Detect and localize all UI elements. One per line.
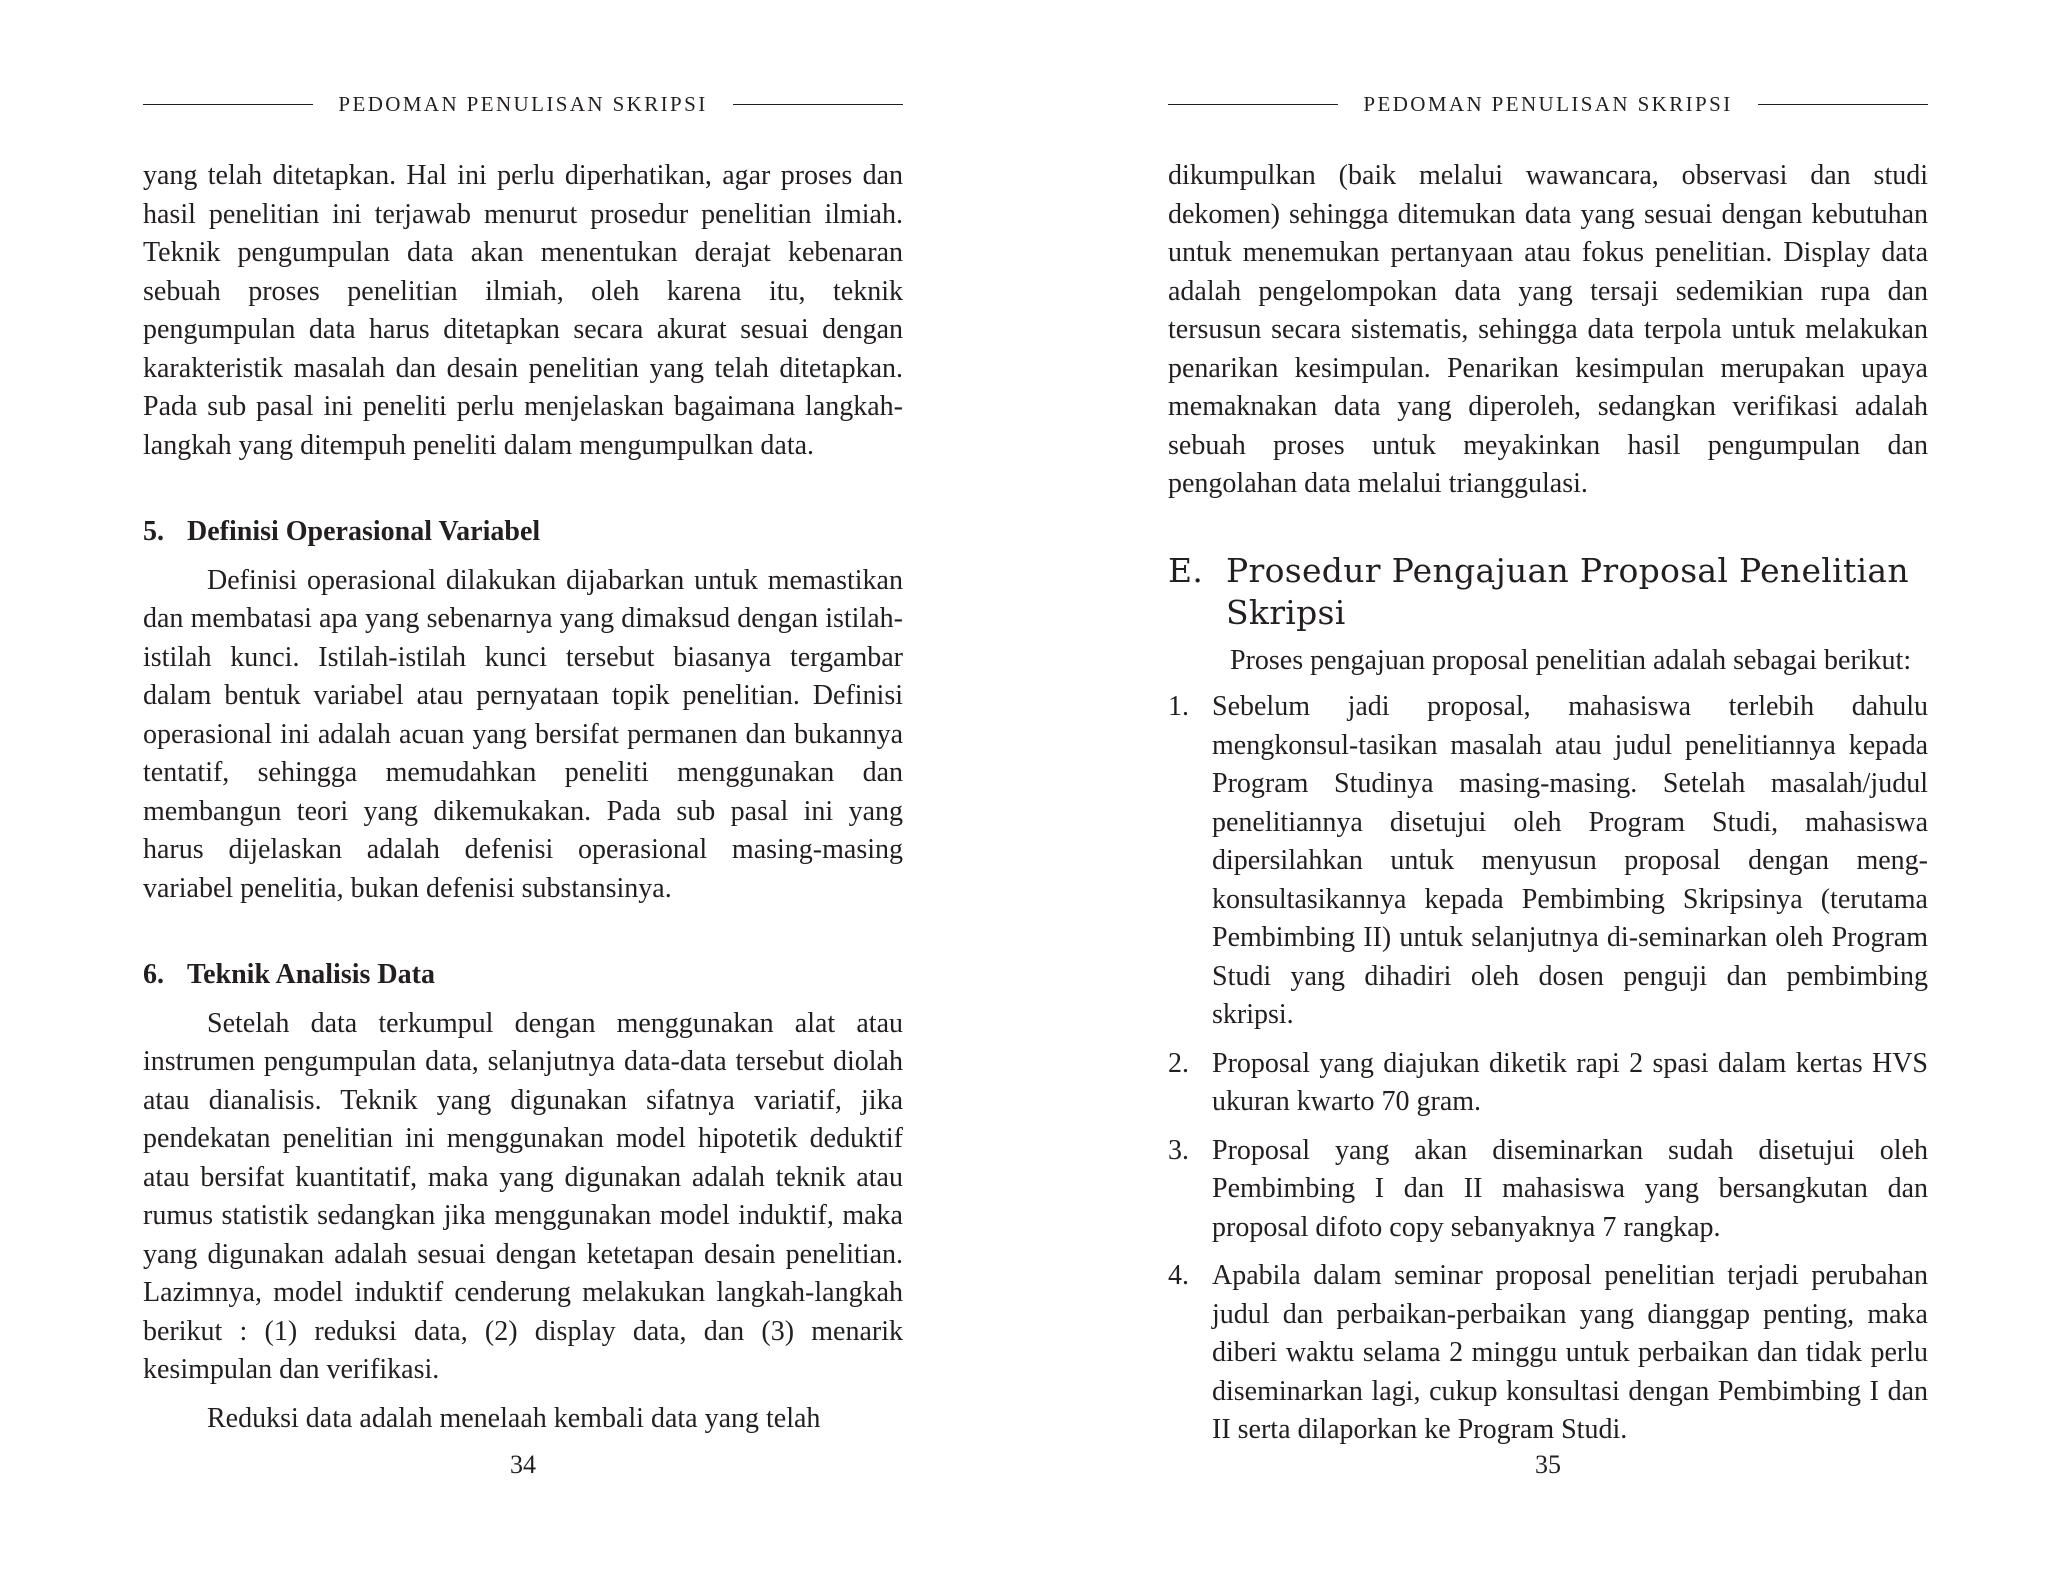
header-rule-left bbox=[1168, 104, 1338, 105]
list-item bbox=[1168, 1045, 1928, 1122]
right-page bbox=[1168, 0, 1928, 1575]
left-page bbox=[143, 0, 903, 1575]
section-5-title: Definisi Operasional Variabel bbox=[187, 516, 541, 547]
section-5-paragraph: Definisi operasional dilakukan dijabarkan untuk memastikan dan membatasi apa yang sebenarnya yang dimaksud dengan istilah-istilah kunci. Istilah-istilah kunci tersebut biasanya tergambar dalam bentuk variabel atau pernyataan topik penelitian. Definisi operasional ini adalah acuan yang bersifat permanen dan bukannya tentatif, sehingga memudahkan peneliti menggunakan dan membangun teori yang dikemukakan. Pada sub pasal ini yang harus dijelaskan adalah defenisi operasional masing-masing variabel penelitia, bukan defenisi substansinya. bbox=[143, 564, 903, 904]
section-5-number: 5. bbox=[143, 516, 164, 547]
list-item-number: 4. bbox=[1168, 1260, 1189, 1291]
list-item-text: Proposal yang akan diseminarkan sudah disetujui oleh Pembimbing I dan II mahasiswa yang bersangkutan dan proposal difoto copy sebanyaknya 7 rangkap. bbox=[1212, 1134, 1928, 1243]
section-e-title: Prosedur Pengajuan Proposal Penelitian Skripsi bbox=[1226, 550, 1909, 632]
continued-paragraph: dikumpulkan (baik melalui wawancara, observasi dan studi dekomen) sehingga ditemukan data yang sesuai dengan kebutuhan untuk menemukan pertanyaan atau fokus penelitian. Display data adalah pengelompokan data yang tersaji sedemikian rupa dan tersusun secara sistematis, sehingga data terpola untuk melakukan penarikan kesimpulan. Penarikan kesimpulan merupakan upaya memaknakan data yang diperoleh, sedangkan verifikasi adalah sebuah proses untuk meyakinkan hasil pengumpulan dan pengolahan data melalui trianggulasi. bbox=[1168, 160, 1928, 499]
section-e-heading bbox=[1168, 550, 1928, 634]
section-5-heading bbox=[143, 513, 903, 552]
section-e-intro: Proses pengajuan proposal penelitian adalah sebagai berikut: bbox=[1230, 644, 1912, 676]
header-rule-right bbox=[1758, 104, 1928, 105]
left-page-body bbox=[143, 157, 903, 1438]
section-6-paragraph-1: Setelah data terkumpul dengan menggunakan alat atau instrumen pengumpulan data, selanjutnya data-data tersebut diolah atau dianalisis. Teknik yang digunakan sifatnya variatif, jika pendekatan penelitian ini menggunakan model hipotetik deduktif atau bersifat kuantitatif, maka yang digunakan adalah teknik atau rumus statistik sedangkan jika menggunakan model induktif, maka yang digunakan adalah sesuai dengan ketetapan desain penelitian. Lazimnya, model induktif cenderung melakukan langkah-langkah berikut : (1) reduksi data, (2) display data, dan (3) menarik kesimpulan dan verifikasi. bbox=[143, 1007, 903, 1385]
section-6-heading bbox=[143, 956, 903, 995]
list-item-text: Apabila dalam seminar proposal penelitian terjadi perubahan judul dan perbaikan-perbaikan yang dianggap penting, maka diberi waktu selama 2 minggu untuk perbaikan dan tidak perlu diseminarkan lagi, cukup konsultasi dengan Pembimbing I dan II serta dilaporkan ke Program Studi. bbox=[1212, 1260, 1928, 1445]
page-number-right: 35 bbox=[1535, 1450, 1561, 1479]
header-rule-right bbox=[733, 104, 903, 105]
list-item-text: Proposal yang diajukan diketik rapi 2 spasi dalam kertas HVS ukuran kwarto 70 gram. bbox=[1212, 1047, 1928, 1117]
list-item-number: 3. bbox=[1168, 1134, 1189, 1166]
list-item-number: 2. bbox=[1168, 1047, 1189, 1079]
right-page-body bbox=[1168, 157, 1928, 1460]
section-e-letter: E. bbox=[1168, 550, 1204, 590]
running-header-right bbox=[1168, 92, 1928, 116]
section-6-title: Teknik Analisis Data bbox=[187, 959, 435, 990]
section-6-number: 6. bbox=[143, 959, 164, 990]
intro-paragraph: yang telah ditetapkan. Hal ini perlu diperhatikan, agar proses dan hasil penelitian ini terjawab menurut prosedur penelitian ilmiah. Teknik pengumpulan data akan menentukan derajat kebenaran sebuah proses penelitian ilmiah, oleh karena itu, teknik pengumpulan data harus ditetapkan secara akurat sesuai dengan karakteristik masalah dan desain penelitian yang telah ditetapkan. Pada sub pasal ini peneliti perlu menjelaskan bagaimana langkah-langkah yang ditempuh peneliti dalam mengumpulkan data. bbox=[143, 160, 903, 461]
section-6-paragraph-2: Reduksi data adalah menelaah kembali data yang telah bbox=[207, 1402, 821, 1434]
running-header-title: PEDOMAN PENULISAN SKRIPSI bbox=[338, 91, 708, 116]
list-item bbox=[1168, 688, 1928, 1035]
list-item bbox=[1168, 1257, 1928, 1450]
list-item-number: 1. bbox=[1168, 691, 1189, 722]
procedure-list bbox=[1168, 688, 1928, 1450]
running-header-title: PEDOMAN PENULISAN SKRIPSI bbox=[1363, 91, 1733, 116]
header-rule-left bbox=[143, 104, 313, 105]
running-header-left bbox=[143, 92, 903, 116]
list-item-text: Sebelum jadi proposal, mahasiswa terlebih dahulu mengkonsul-tasikan masalah atau judul penelitiannya kepada Program Studinya masing-masing. Setelah masalah/judul penelitiannya disetujui oleh Program Studi, mahasiswa dipersilahkan untuk menyusun proposal dengan meng-konsultasikannya kepada Pembimbing Skripsinya (terutama Pembimbing II) untuk selanjutnya di-seminarkan oleh Program Studi yang dihadiri oleh dosen penguji dan pembimbing skripsi. bbox=[1212, 691, 1928, 1030]
page-number-left: 34 bbox=[510, 1450, 536, 1479]
list-item bbox=[1168, 1132, 1928, 1248]
